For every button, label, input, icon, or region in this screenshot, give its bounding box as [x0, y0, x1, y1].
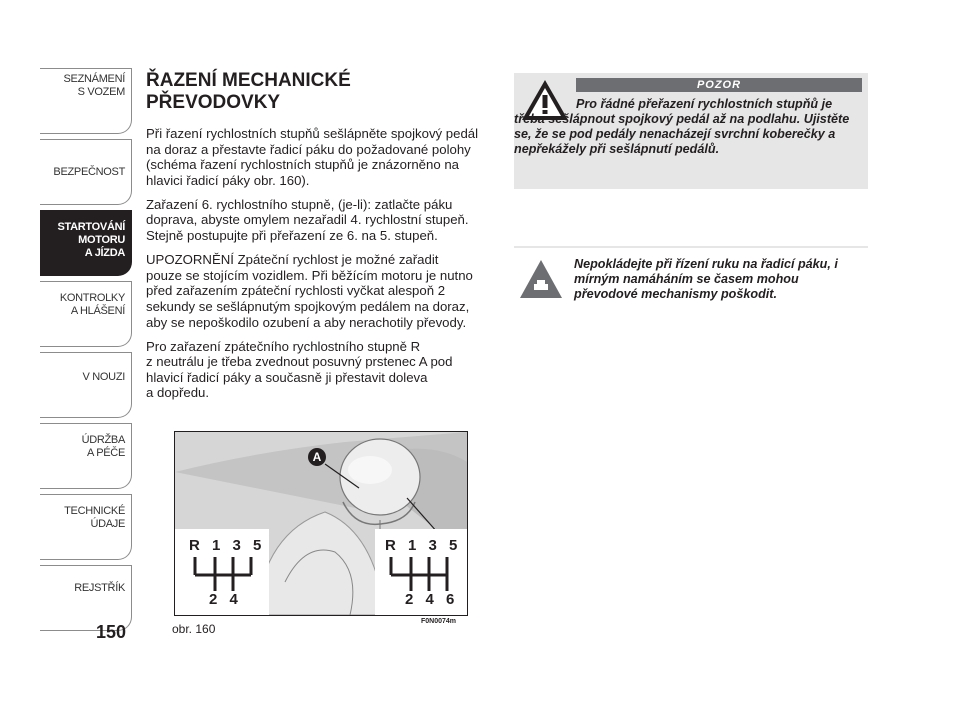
- figure-code: F0N0074m: [421, 618, 457, 625]
- gear-lever-illustration: [174, 431, 468, 616]
- tab-label: SEZNÁMENÍ S VOZEM: [63, 73, 125, 98]
- paragraph: Zařazení 6. rychlostního stupně, (je-li): zatlačte páku doprava, abyste omylem nezařadil 4. rychlostní stupeň. Stejně postupujte při přeřazení ze 6. na 5. stupeň.: [146, 196, 469, 244]
- tab-label: V NOUZI: [82, 371, 125, 383]
- gear-pattern-top: R 1 3 5: [189, 537, 266, 554]
- warning-header: POZOR: [576, 78, 862, 92]
- marker-leader: [323, 462, 363, 492]
- figure-caption: obr. 160: [172, 622, 216, 636]
- paragraph: Pro zařazení zpátečního rychlostního stupně R z neutrálu je třeba zvednout posuvný prstenec A pod hlavicí řadicí páky a současně ji přestavit doleva a dopředu.: [146, 338, 453, 401]
- paragraph: UPOZORNĚNÍ Zpáteční rychlost je možné zařadit pouze se stojícím vozidlem. Při běžícím motoru je nutno před zařazením zpáteční rychlosti vyčkat alespoň 2 sekundy se sešlápnutým spojkovým pedálem na doraz, aby se nepoškodilo ozubení a aby nerachotily převody.: [146, 252, 473, 330]
- gear-pattern-bottom: 2 4 6: [405, 591, 459, 608]
- tab-label: TECHNICKÉ ÚDAJE: [64, 505, 125, 530]
- car-caution-icon: [518, 258, 564, 300]
- warning-text: Pro řádné přeřazení rychlostních stupňů je třeba sešlápnout spojkový pedál až na podlahu. Ujistěte se, že se pod pedály nenacházejí svrchní koberečky a nepřekážely při sešlápnutí pedálů.: [514, 97, 850, 156]
- section-title: ŘAZENÍ MECHANICKÉ PŘEVODOVKY: [146, 70, 351, 113]
- tab-seznameni[interactable]: [40, 68, 132, 134]
- tab-startovani[interactable]: [40, 210, 132, 276]
- gear-pattern-bottom: 2 4: [209, 591, 242, 608]
- note-text: Nepokládejte při řízení ruku na řadicí páku, i mírným namáháním se časem mohou převodové mechanismy poškodit.: [574, 257, 838, 301]
- section-body: [146, 126, 494, 410]
- paragraph: Při řazení rychlostních stupňů sešlápněte spojkový pedál na doraz a přestavte řadicí páku do požadované polohy (schéma řazení rychlostních stupňů je znázorněno na hlavici řadicí páky obr. 160).: [146, 126, 479, 188]
- tab-label: KONTROLKY A HLÁŠENÍ: [59, 292, 125, 317]
- tab-label: ÚDRŽBA A PÉČE: [81, 434, 125, 459]
- gear-pattern-5: [175, 529, 269, 615]
- note-box: [514, 246, 868, 308]
- warning-box: [514, 73, 868, 189]
- tab-technicke[interactable]: [40, 494, 132, 560]
- page-number: 150: [96, 622, 127, 642]
- tab-label: BEZPEČNOST: [53, 166, 125, 178]
- tab-udrzba[interactable]: [40, 423, 132, 489]
- tab-v-nouzi[interactable]: [40, 352, 132, 418]
- gear-pattern-6: [375, 529, 467, 615]
- gear-pattern-top: R 1 3 5: [385, 537, 462, 554]
- tab-bezpecnost[interactable]: [40, 139, 132, 205]
- marker-label: A: [312, 450, 322, 464]
- tab-label: REJSTŘÍK: [74, 582, 125, 594]
- tab-label: STARTOVÁNÍ MOTORU A JÍZDA: [57, 221, 125, 259]
- tab-kontrolky[interactable]: [40, 281, 132, 347]
